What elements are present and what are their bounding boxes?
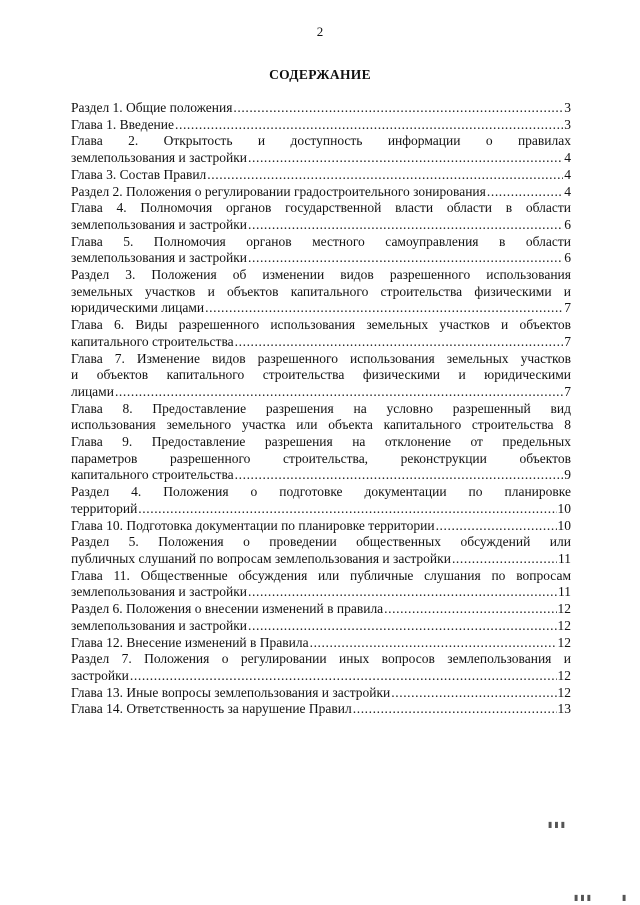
toc-entry[interactable]: [71, 401, 571, 434]
toc-entry-text: юридическими лицами: [71, 300, 205, 316]
toc-page-number: 13: [557, 701, 571, 717]
toc-entry-text: Глава 7. Изменение видов разрешенного использования земельных участков: [71, 350, 571, 366]
toc-entry-line: [71, 300, 571, 317]
scan-artifact: ▮: [622, 893, 629, 902]
toc-entry-text: параметров разрешенного строительства, реконструкции объектов: [71, 450, 571, 466]
toc-entry-line: [71, 334, 571, 351]
scan-artifact: ▮▮▮: [574, 893, 594, 902]
toc-entry[interactable]: [71, 635, 571, 652]
toc-entry-line: [71, 701, 571, 718]
toc-entry-line: [71, 100, 571, 117]
toc-entry[interactable]: [71, 200, 571, 233]
toc-entry-text: Раздел 3. Положения об изменении видов разрешенного использования: [71, 267, 571, 283]
toc-entry-text: Глава 2. Открытость и доступность информации о правилах: [71, 133, 571, 149]
toc-entry-line: [71, 518, 571, 535]
toc-entry[interactable]: [71, 484, 571, 517]
toc-entry-text: Раздел 2. Положения о регулировании градостроительного зонирования: [71, 183, 486, 199]
toc-page-number: 6: [564, 216, 571, 232]
dot-leader: [248, 618, 556, 635]
toc-entry-line: [71, 551, 571, 568]
toc-entry-text: использования земельного участка или объекта капитального строительства 8: [71, 417, 571, 433]
toc-entry-text: Глава 13. Иные вопросы землепользования и застройки: [71, 684, 391, 700]
toc-entry-text: и объектов капитального строительства физическими и юридическими: [71, 367, 571, 383]
dot-leader: [391, 685, 556, 702]
toc-entry-text: землепользования и застройки: [71, 250, 248, 266]
toc-entry[interactable]: [71, 133, 571, 166]
toc-entry-text: Глава 4. Полномочия органов государственной власти области в области: [71, 200, 571, 216]
scan-artifact: ▮▮▮: [548, 820, 568, 829]
dot-leader: [207, 167, 563, 184]
toc-entry-line: [71, 467, 571, 484]
toc-entry-text: Раздел 4. Положения о подготовке документации по планировке: [71, 484, 571, 500]
toc-entry-line: [71, 501, 571, 518]
toc-page-number: 11: [558, 550, 571, 566]
toc-entry-text: землепользования и застройки: [71, 584, 248, 600]
dot-leader: [130, 668, 557, 685]
toc-entry[interactable]: [71, 234, 571, 267]
toc-entry-line: [71, 167, 571, 184]
dot-leader: [248, 584, 557, 601]
toc-entry-text: Глава 1. Введение: [71, 116, 174, 132]
toc-entry[interactable]: [71, 434, 571, 484]
toc-page-number: 10: [557, 500, 571, 516]
toc-entry[interactable]: [71, 568, 571, 601]
toc-entry-text: территорий: [71, 500, 138, 516]
toc-entry-line: [71, 668, 571, 685]
toc-entry-text: Раздел 5. Положения о проведении общественных обсуждений или: [71, 534, 571, 550]
toc-entry-text: землепользования и застройки: [71, 150, 248, 166]
toc-page-number: 9: [564, 467, 571, 483]
toc-page-number: 12: [557, 601, 571, 617]
toc-entry[interactable]: [71, 100, 571, 117]
dot-leader: [205, 300, 563, 317]
toc-page-number: 4: [564, 150, 571, 166]
toc-entry-text: Глава 11. Общественные обсуждения или публичные слушания по вопросам: [71, 567, 571, 583]
toc-page-number: 4: [564, 166, 571, 182]
dot-leader: [235, 467, 564, 484]
toc-entry[interactable]: [71, 351, 571, 401]
toc-entry-text: земельных участков и объектов капитального строительства физическими и: [71, 283, 571, 299]
toc-entry-text: Глава 6. Виды разрешенного использования земельных участков и объектов: [71, 317, 571, 333]
toc-entry-text: лицами: [71, 383, 114, 399]
toc-entry-line: [71, 635, 571, 652]
toc-page-number: 7: [564, 383, 571, 399]
dot-leader: [235, 334, 564, 351]
toc-entry-text: капитального строительства: [71, 467, 234, 483]
toc-entry-line: [71, 184, 571, 201]
toc-entry-line: [71, 217, 571, 234]
toc-entry-line: [71, 618, 571, 635]
dot-leader: [248, 217, 563, 234]
dot-leader: [175, 117, 563, 134]
dot-leader: [452, 551, 557, 568]
dot-leader: [138, 501, 556, 518]
toc-page-number: 12: [557, 684, 571, 700]
toc-entry[interactable]: [71, 117, 571, 134]
toc-entry-text: Раздел 7. Положения о регулировании иных вопросов землепользования и: [71, 651, 571, 667]
toc-page-number: 4: [564, 183, 571, 199]
toc-entry-text: Глава 14. Ответственность за нарушение Правил: [71, 701, 352, 717]
dot-leader: [353, 701, 557, 718]
toc-entry[interactable]: [71, 534, 571, 567]
toc-entry-line: [71, 384, 571, 401]
dot-leader: [233, 100, 563, 117]
toc-page-number: 7: [564, 333, 571, 349]
dot-leader: [436, 518, 557, 535]
toc-entry[interactable]: [71, 267, 571, 317]
toc-entry-text: публичных слушаний по вопросам землепользования и застройки: [71, 550, 451, 566]
toc-entry-line: [71, 584, 571, 601]
toc-entry[interactable]: [71, 618, 571, 635]
toc-entry-text: Глава 12. Внесение изменений в Правила: [71, 634, 309, 650]
toc-entry[interactable]: [71, 651, 571, 684]
toc-entry[interactable]: [71, 601, 571, 618]
toc-entry-text: Глава 10. Подготовка документации по планировке территории: [71, 517, 435, 533]
toc-entry[interactable]: [71, 317, 571, 350]
toc-page-number: 10: [557, 517, 571, 533]
toc-entry-line: [71, 250, 571, 267]
dot-leader: [248, 250, 563, 267]
toc-entry-text: Глава 9. Предоставление разрешения на отклонение от предельных: [71, 434, 571, 450]
dot-leader: [310, 635, 557, 652]
toc-entry-text: Глава 8. Предоставление разрешения на условно разрешенный вид: [71, 400, 571, 416]
toc-page-number: 3: [564, 116, 571, 132]
toc-entry[interactable]: [71, 184, 571, 201]
toc-entry-text: Глава 3. Состав Правил: [71, 166, 207, 182]
toc-entry-text: Раздел 1. Общие положения: [71, 100, 233, 115]
page-number: 2: [316, 24, 324, 39]
table-of-contents: [71, 100, 571, 718]
toc-entry-line: [71, 150, 571, 167]
toc-page-number: 11: [558, 584, 571, 600]
toc-page-number: 6: [564, 250, 571, 266]
toc-entry[interactable]: [71, 701, 571, 718]
toc-page-number: 7: [564, 300, 571, 316]
toc-page-number: 12: [557, 617, 571, 633]
toc-entry-text: Глава 5. Полномочия органов местного самоуправления в области: [71, 233, 571, 249]
dot-leader: [248, 150, 563, 167]
toc-entry[interactable]: [71, 167, 571, 184]
toc-entry-text: землепользования и застройки: [71, 216, 248, 232]
toc-entry-text: Раздел 6. Положения о внесении изменений в правила: [71, 601, 384, 617]
toc-entry-line: [71, 601, 571, 618]
toc-page-number: 12: [557, 634, 571, 650]
page-title: СОДЕРЖАНИЕ: [269, 67, 371, 82]
toc-entry-text: капитального строительства: [71, 333, 234, 349]
toc-page-number: 12: [557, 667, 571, 683]
dot-leader: [115, 384, 563, 401]
toc-entry-line: [71, 685, 571, 702]
toc-entry[interactable]: [71, 518, 571, 535]
toc-entry-text: застройки: [71, 667, 129, 683]
toc-entry-text: землепользования и застройки: [71, 617, 248, 633]
dot-leader: [384, 601, 556, 618]
toc-entry[interactable]: [71, 685, 571, 702]
toc-entry-line: [71, 117, 571, 134]
toc-page-number: 3: [564, 100, 571, 115]
dot-leader: [487, 184, 563, 201]
